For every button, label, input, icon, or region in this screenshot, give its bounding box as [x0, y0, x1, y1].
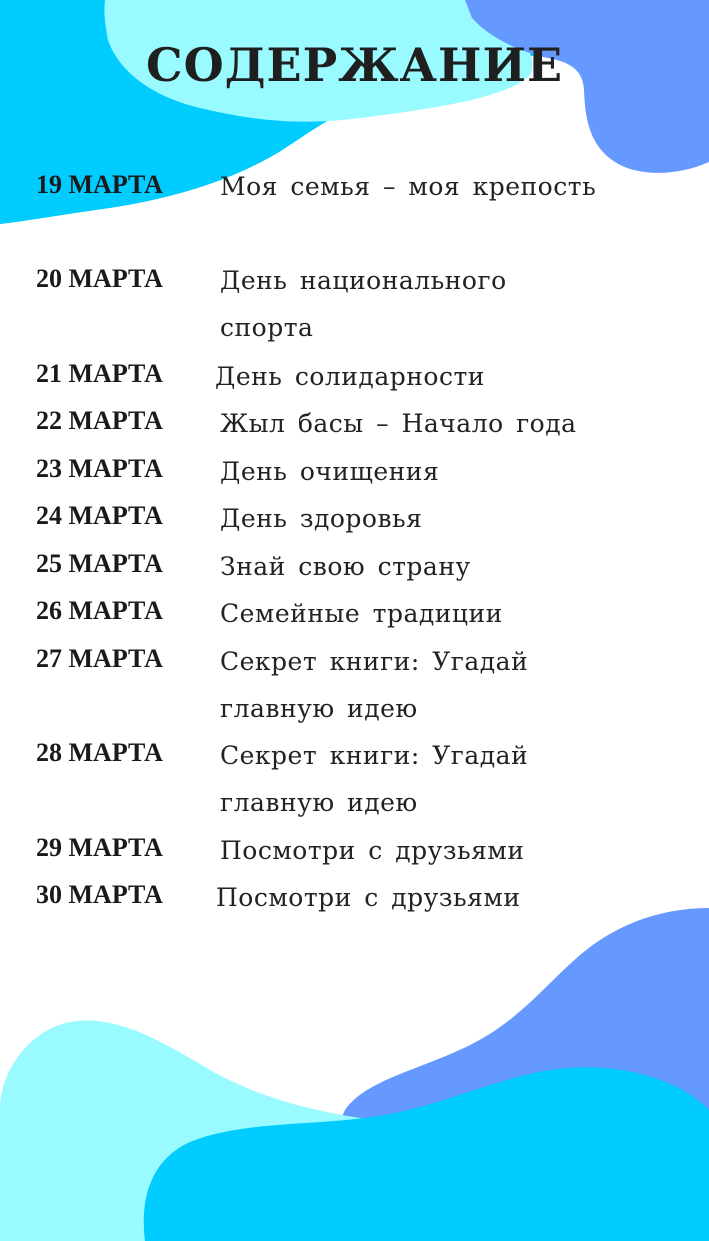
entry-title: Секрет книги: Угадай главную идею	[220, 647, 529, 723]
entry-title: Секрет книги: Угадай главную идею	[220, 741, 529, 817]
entry-date: 22 МАРТА	[36, 406, 163, 435]
entry-title: Посмотри с друзьями	[216, 883, 521, 912]
entry-title: День здоровья	[220, 504, 423, 533]
entry-date: 25 МАРТА	[36, 549, 163, 578]
entry-title: Посмотри с друзьями	[220, 836, 525, 865]
entry-title: Моя семья – моя крепость	[220, 172, 597, 201]
entry-title: Семейные традиции	[220, 599, 503, 628]
entry-date: 20 МАРТА	[36, 264, 163, 293]
entry-date: 23 МАРТА	[36, 454, 163, 483]
entry-date: 26 МАРТА	[36, 596, 163, 625]
entry-date: 28 МАРТА	[36, 738, 163, 767]
entry-title: Знай свою страну	[220, 552, 471, 581]
entry-date: 29 МАРТА	[36, 833, 163, 862]
entry-date: 21 МАРТА	[36, 359, 163, 388]
entry-title: День национального спорта	[220, 266, 507, 342]
page-title: СОДЕРЖАНИЕ	[145, 38, 564, 92]
entry-title: Жыл басы – Начало года	[220, 409, 577, 438]
entry-title: День солидарности	[215, 362, 485, 391]
entry-date: 19 МАРТА	[36, 170, 163, 199]
entry-date: 30 МАРТА	[36, 880, 163, 909]
entry-date: 24 МАРТА	[36, 501, 163, 530]
entry-date: 27 МАРТА	[36, 644, 163, 673]
entry-title: День очищения	[220, 457, 440, 486]
